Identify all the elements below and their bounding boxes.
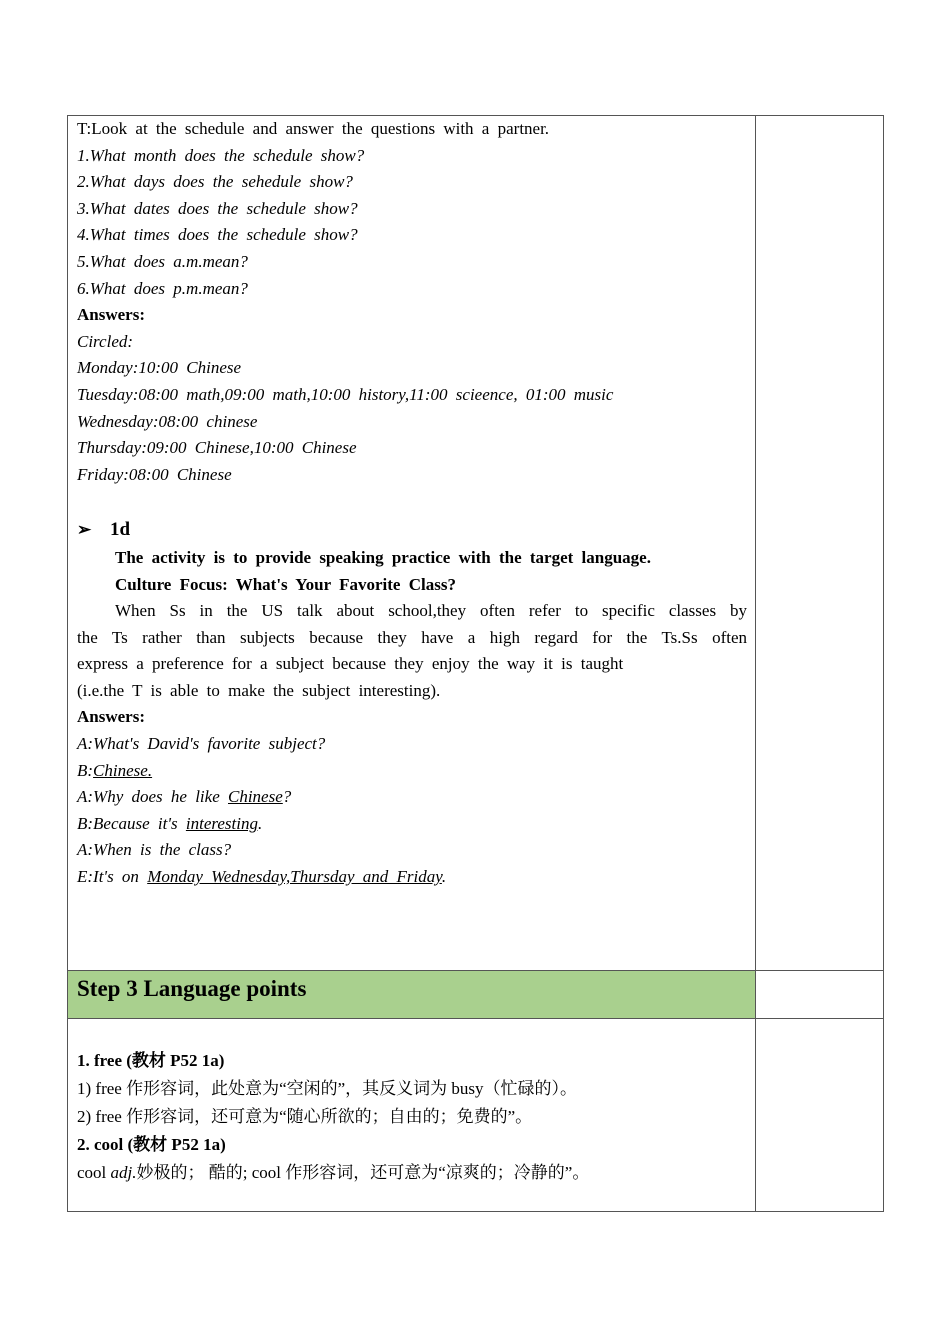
- question-5: 5.What does a.m.mean?: [77, 251, 248, 271]
- point-2-title: 2. cool (教材 P52 1a): [77, 1135, 226, 1154]
- dialogue-line-6: E:It's on Monday Wednesday,Thursday and Friday.: [77, 867, 447, 887]
- table-row: [68, 1019, 884, 1212]
- question-4: 4.What times does the schedule show?: [77, 225, 358, 245]
- activity-1d-heading: [77, 515, 747, 545]
- question-3: 3.What dates does the schedule show?: [77, 198, 358, 218]
- culture-paragraph-line-3: express a preference for a subject because they enjoy the way it is taught: [77, 654, 624, 674]
- question-6: 6.What does p.m.mean?: [77, 278, 248, 298]
- dialogue-answer: interesting: [185, 813, 258, 833]
- answer-monday: Monday:10:00 Chinese: [77, 358, 242, 378]
- point-1-title: 1. free (教材 P52 1a): [77, 1051, 225, 1070]
- dialogue-answer: Chinese.: [93, 760, 153, 780]
- answer-thursday: Thursday:09:00 Chinese,10:00 Chinese: [77, 438, 357, 458]
- dialogue-line-2: B:Chinese.: [77, 760, 153, 780]
- answers-label: Answers:: [77, 305, 145, 325]
- point-1-line-1: 1) free 作形容词，此处意为“空闲的”，其反义词为 busy（忙碌的）。: [77, 1079, 578, 1098]
- lesson-plan-table: [67, 115, 884, 1212]
- table-row: [68, 116, 884, 971]
- culture-paragraph-line-2: the Ts rather than subjects because they have a high regard for the Ts.Ss often: [77, 627, 747, 647]
- table-row: [68, 971, 884, 1019]
- language-points-cell: [68, 1019, 756, 1212]
- notes-cell: [756, 116, 884, 971]
- notes-cell: [756, 971, 884, 1019]
- culture-focus-title: Culture Focus: What's Your Favorite Class?: [115, 574, 456, 594]
- dialogue-answer: Chinese: [228, 787, 283, 807]
- culture-paragraph-line-1: When Ss in the US talk about school,they often refer to specific classes by: [115, 601, 747, 621]
- answer-wednesday: Wednesday:08:00 chinese: [77, 411, 258, 431]
- answers-label-1d: Answers:: [77, 707, 145, 727]
- dialogue-line-1: A:What's David's favorite subject?: [77, 734, 326, 754]
- activity-1d-title: 1d: [110, 518, 131, 540]
- dialogue-line-3: A:Why does he like Chinese?: [77, 787, 292, 807]
- arrow-bullet-icon: ➢: [77, 519, 92, 539]
- dialogue-line-5: A:When is the class?: [77, 840, 232, 860]
- answer-tuesday: Tuesday:08:00 math,09:00 math,10:00 history,11:00 scieence, 01:00 music: [77, 384, 614, 404]
- step-3-title: Step 3 Language points: [77, 976, 307, 1001]
- culture-paragraph-line-4: (i.e.the T is able to make the subject interesting).: [77, 680, 441, 700]
- dialogue-answer: Monday Wednesday,Thursday and Friday: [147, 867, 442, 887]
- question-1: 1.What month does the schedule show?: [77, 145, 365, 165]
- notes-cell: [756, 1019, 884, 1212]
- main-content-cell: [68, 116, 756, 971]
- question-2: 2.What days does the sehedule show?: [77, 172, 353, 192]
- schedule-instruction: T:Look at the schedule and answer the questions with a partner.: [77, 119, 550, 138]
- step-header-cell: [68, 971, 756, 1019]
- activity-purpose: The activity is to provide speaking practice with the target language.: [115, 547, 651, 567]
- point-2-line: cool adj.妙极的； 酷的; cool 作形容词，还可意为“凉爽的；冷静的”。: [77, 1163, 590, 1182]
- dialogue-line-4: B:Because it's interesting.: [77, 813, 263, 833]
- circled-label: Circled:: [77, 331, 134, 351]
- point-1-line-2: 2) free 作形容词，还可意为“随心所欲的；自由的；免费的”。: [77, 1107, 533, 1126]
- answer-friday: Friday:08:00 Chinese: [77, 464, 232, 484]
